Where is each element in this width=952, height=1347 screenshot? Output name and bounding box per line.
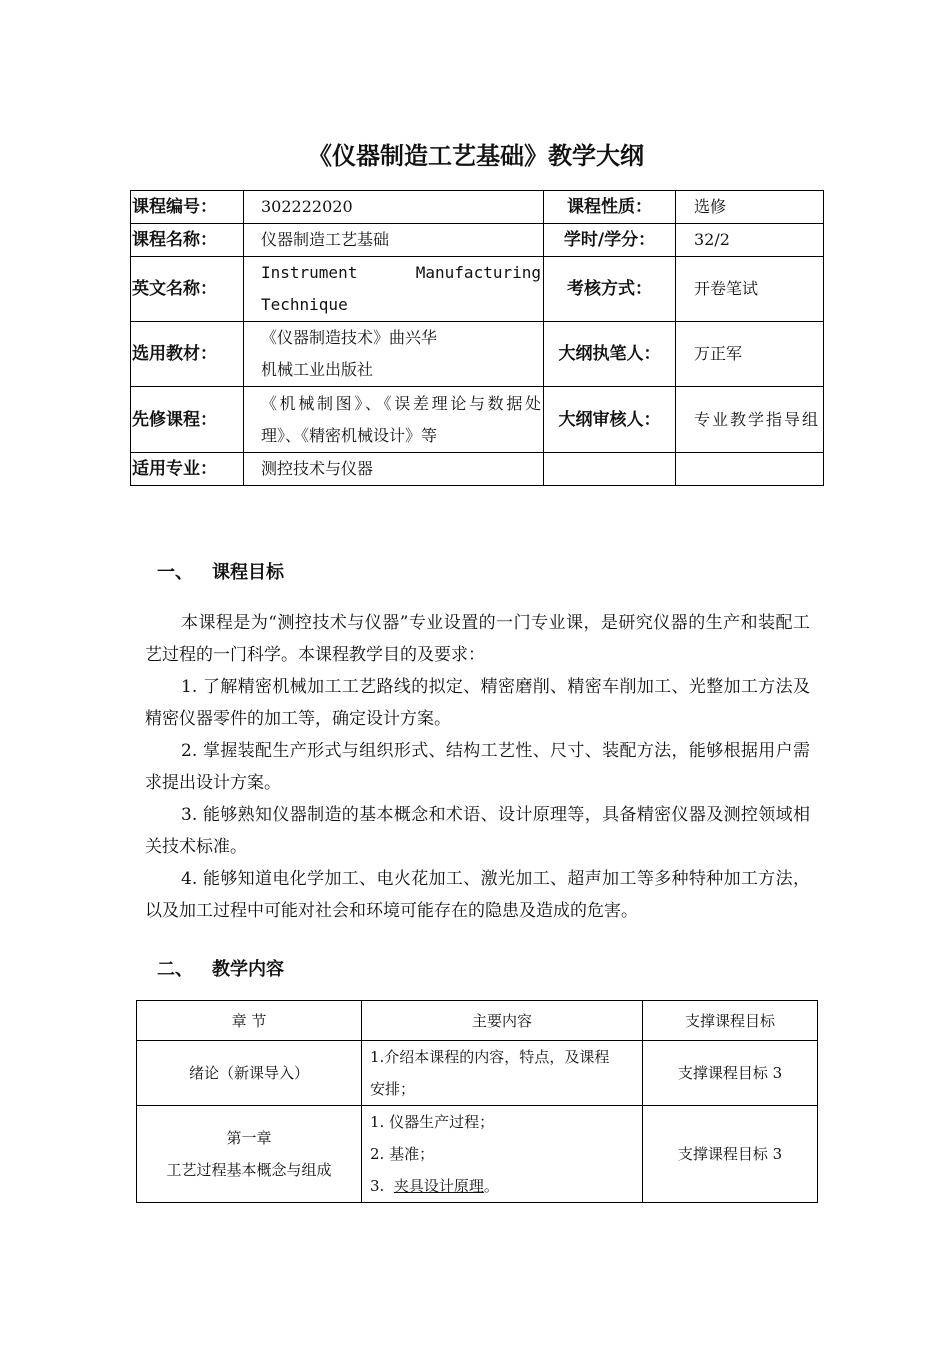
section-title: 课程目标: [212, 562, 284, 583]
english-name-word2: Manufacturing: [415, 263, 541, 282]
reviewer-label: 大纲审核人：: [544, 387, 676, 453]
course-info-table: [130, 190, 824, 486]
english-name-word1: Instrument: [261, 263, 358, 282]
hours-label: 学时/学分：: [544, 224, 676, 257]
content-line-text: 夹具设计原理: [393, 1177, 484, 1195]
page-title: 《仪器制造工艺基础》教学大纲: [308, 142, 644, 170]
textbook-label: 选用教材：: [131, 322, 244, 387]
course-type-value: 选修: [676, 191, 824, 224]
content-line: 1. 仪器生产过程；: [370, 1113, 495, 1131]
course-name-label: 课程名称：: [131, 224, 244, 257]
goal-item-1: 1. 了解精密机械加工工艺路线的拟定、精密磨削、精密车削加工、光整加工方法及精密仪器零件的加工等，确定设计方案。: [145, 677, 810, 729]
section-heading-content: [157, 955, 284, 981]
hours-value: 32/2: [676, 224, 824, 257]
goals-intro-paragraph: 本课程是为“测控技术与仪器”专业设置的一门专业课，是研究仪器的生产和装配工艺过程的一门科学。本课程教学目的及要求：: [145, 613, 810, 665]
section-number: 二、: [157, 959, 193, 980]
course-code-label: 课程编号：: [131, 191, 244, 224]
course-goals-text: [145, 607, 810, 927]
course-code-value: 302222020: [244, 191, 544, 224]
author-value: 万正军: [676, 322, 824, 387]
english-name-label: 英文名称：: [131, 257, 244, 322]
prereq-label: 先修课程：: [131, 387, 244, 453]
goal-item-2: 2. 掌握装配生产形式与组织形式、结构工艺性、尺寸、装配方法，能够根据用户需求提出设计方案。: [145, 741, 810, 793]
section-title: 教学内容: [212, 959, 284, 980]
column-header-chapter: 章 节: [137, 1001, 362, 1041]
goal-item-3: 3. 能够熟知仪器制造的基本概念和术语、设计原理等，具备精密仪器及测控领域相关技术标准。: [145, 805, 810, 857]
empty-cell: [544, 453, 676, 486]
content-line: 安排；: [370, 1080, 416, 1098]
exam-label: 考核方式：: [544, 257, 676, 322]
chapter-line: 工艺过程基本概念与组成: [166, 1161, 332, 1179]
author-label: 大纲执笔人：: [544, 322, 676, 387]
table-row: [137, 1041, 818, 1106]
content-cell: [362, 1041, 643, 1106]
textbook-line1: 《仪器制造技术》曲兴华: [261, 328, 438, 347]
major-label: 适用专业：: [131, 453, 244, 486]
content-line-end: 。: [483, 1177, 499, 1195]
content-line: [370, 1170, 638, 1202]
chapter-cell: 绪论（新课导入）: [137, 1041, 362, 1106]
english-name-value: [244, 257, 544, 322]
target-cell: 支撑课程目标 3: [643, 1106, 818, 1203]
reviewer-value: 专业教学指导组: [676, 387, 824, 453]
course-type-label: 课程性质：: [544, 191, 676, 224]
prereq-value: 《机械制图》、《误差理论与数据处理》、《精密机械设计》等: [244, 387, 544, 453]
content-cell: [362, 1106, 643, 1203]
column-header-content: 主要内容: [362, 1001, 643, 1041]
table-row: [137, 1106, 818, 1203]
chapter-line: 第一章: [226, 1129, 272, 1147]
column-header-target: 支撑课程目标: [643, 1001, 818, 1041]
english-name-line2: Technique: [261, 295, 348, 314]
chapter-cell: [137, 1106, 362, 1203]
textbook-line2: 机械工业出版社: [261, 360, 374, 379]
content-line: 1.介绍本课程的内容，特点，及课程: [370, 1048, 610, 1066]
section-heading-goals: [157, 558, 284, 584]
exam-value: 开卷笔试: [676, 257, 824, 322]
textbook-value: [244, 322, 544, 387]
teaching-content-table: [136, 1000, 818, 1203]
target-cell: 支撑课程目标 3: [643, 1041, 818, 1106]
content-line-number: 3.: [370, 1177, 394, 1195]
major-value: 测控技术与仪器: [244, 453, 544, 486]
goal-item-4: 4. 能够知道电化学加工、电火花加工、激光加工、超声加工等多种特种加工方法，以及加工过程中可能对社会和环境可能存在的隐患及造成的危害。: [145, 869, 810, 921]
course-name-value: 仪器制造工艺基础: [244, 224, 544, 257]
content-line: 2. 基准；: [370, 1145, 435, 1163]
empty-cell: [676, 453, 824, 486]
section-number: 一、: [157, 562, 193, 583]
